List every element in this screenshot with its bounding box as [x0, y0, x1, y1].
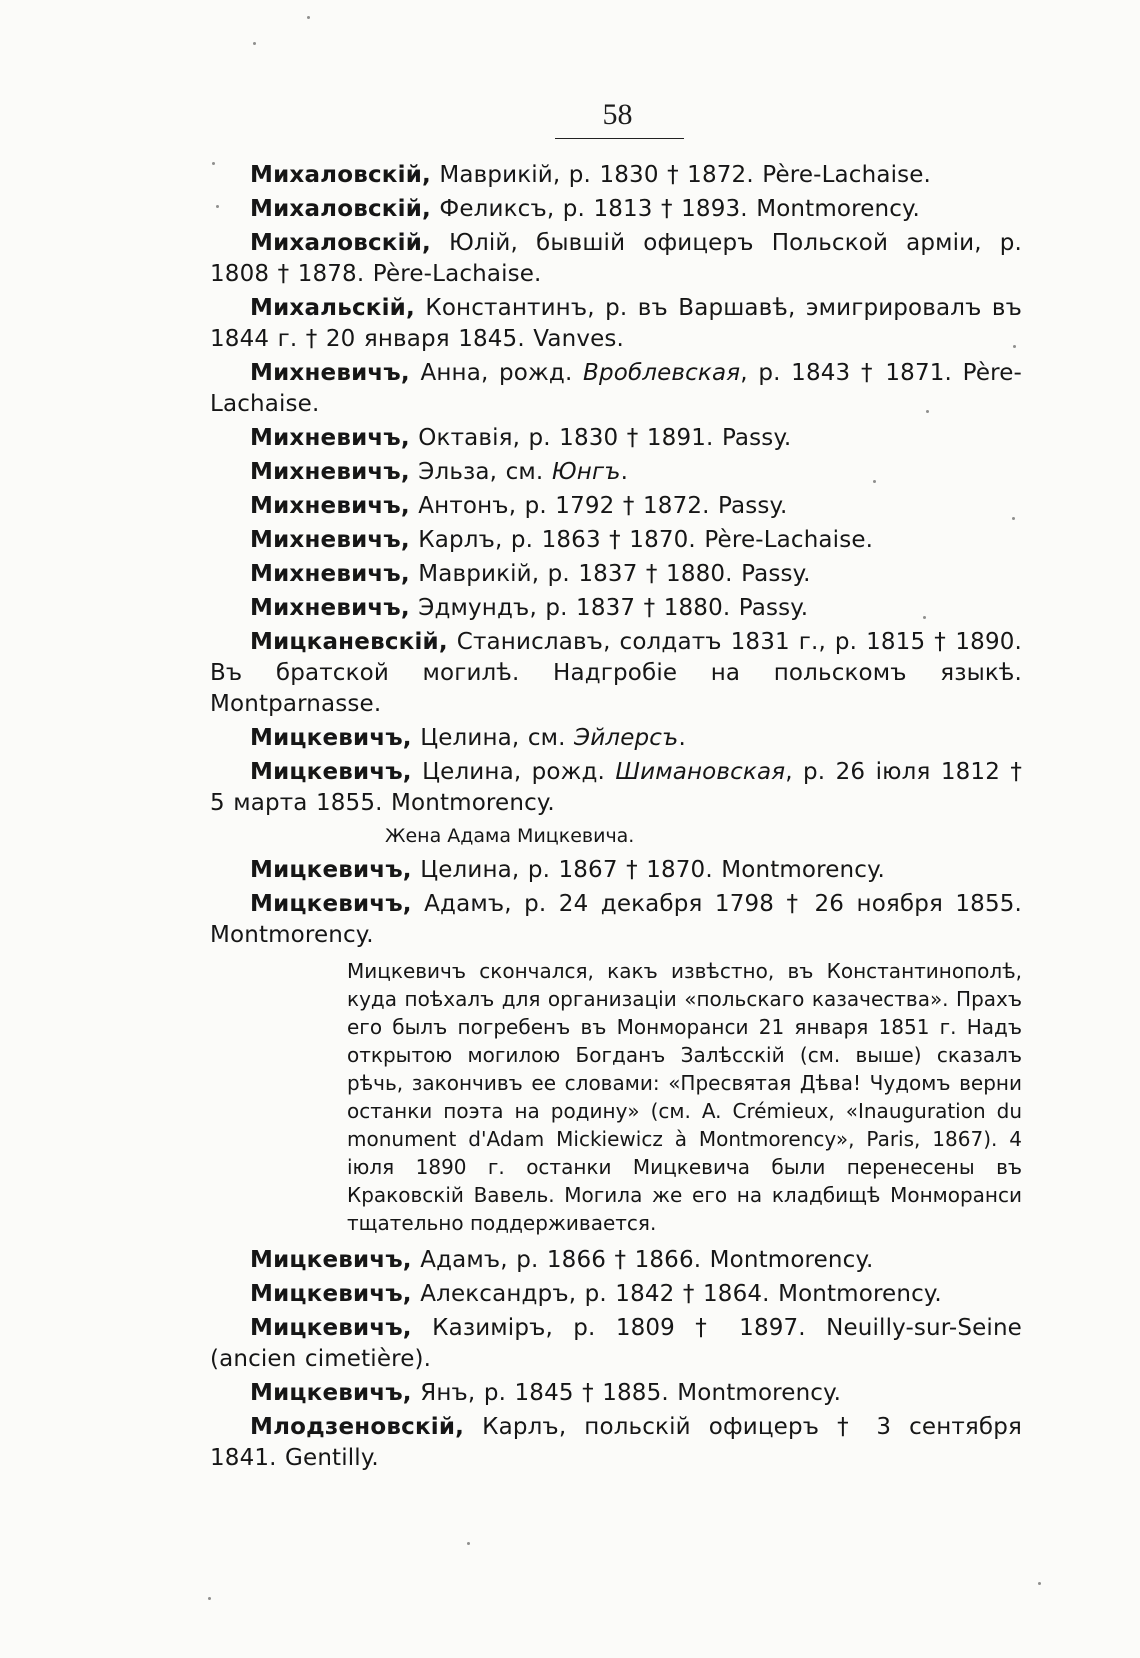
list-item: [210, 423, 1022, 454]
cross-reference: Эйлерсъ: [574, 725, 679, 751]
entry-text: Карлъ, польскій офицеръ † 3 сентября 1841. Gentilly.: [210, 1414, 1022, 1471]
surname: Михневичъ,: [250, 561, 410, 587]
list-item: [210, 457, 1022, 488]
entry-list: [210, 160, 1022, 1474]
paper-speck: [1013, 345, 1016, 348]
entry-text: Адамъ, р. 24 декабря 1798 † 26 ноября 1855. Montmorency.: [210, 891, 1022, 948]
list-item: [210, 627, 1022, 720]
list-item: [210, 358, 1022, 420]
surname: Мицканевскій,: [250, 629, 448, 655]
page-number: 58: [602, 98, 633, 131]
note-wife: Жена Адама Мицкевича.: [385, 825, 635, 847]
surname: Мицкевичъ,: [250, 725, 412, 751]
list-item: [210, 855, 1022, 886]
surname: Михневичъ,: [250, 527, 410, 553]
list-item: [210, 491, 1022, 522]
entry-text: Целина, р. 1867 † 1870. Montmorency.: [411, 857, 886, 883]
paper-speck: [923, 616, 926, 619]
surname: Мицкевичъ,: [250, 1247, 412, 1273]
paper-speck: [253, 42, 256, 45]
list-item: [210, 525, 1022, 556]
entry-text: Эдмундъ, р. 1837 † 1880. Passy.: [409, 595, 809, 621]
entry-text: Целина, см.: [411, 725, 575, 751]
entry-text: Казиміръ, р. 1809 † 1897. Neuilly-sur-Seine (ancien cimetière).: [210, 1315, 1022, 1372]
list-item: [210, 1378, 1022, 1409]
entry-text: Адамъ, р. 1866 † 1866. Montmorency.: [411, 1247, 874, 1273]
entry-text: Октавія, р. 1830 † 1891. Passy.: [409, 425, 792, 451]
surname: Мицкевичъ,: [250, 857, 412, 883]
surname: Мицкевичъ,: [250, 1281, 412, 1307]
list-item: [210, 889, 1022, 951]
entry-text: Александръ, р. 1842 † 1864. Montmorency.: [411, 1281, 942, 1307]
surname: Михаловскій,: [250, 196, 431, 222]
paper-speck: [216, 205, 219, 208]
surname: Михневичъ,: [250, 425, 410, 451]
cross-reference: Юнгъ: [551, 459, 621, 485]
entry-text: Эльза, см.: [409, 459, 552, 485]
entry-text: , р. 1843 † 1871. Père-Lachaise.: [210, 360, 1022, 417]
paper-speck: [467, 1542, 470, 1545]
entry-text: Целина, рожд.: [411, 759, 616, 785]
paper-speck: [926, 410, 929, 413]
surname: Михаловскій,: [250, 162, 431, 188]
page-number-rule: [555, 138, 684, 139]
list-item: [210, 1279, 1022, 1310]
maiden-name: Вроблевская: [583, 360, 741, 386]
entry-text: Константинъ, р. въ Варшавѣ, эмигрировалъ въ 1844 г. † 20 января 1845. Vanves.: [210, 295, 1022, 352]
list-item: [210, 593, 1022, 624]
surname: Михневичъ,: [250, 493, 410, 519]
entry-text: Станиславъ, солдатъ 1831 г., р. 1815 † 1890. Въ братской могилѣ. Надгробіе на польскомъ языкѣ. Montparnasse.: [210, 629, 1022, 717]
entry-text: Антонъ, р. 1792 † 1872. Passy.: [409, 493, 788, 519]
entry-text: .: [620, 459, 629, 485]
list-item: [210, 1412, 1022, 1474]
entry-text: Янъ, р. 1845 † 1885. Montmorency.: [411, 1380, 842, 1406]
entry-text: Юлій, бывшій офицеръ Польской арміи, р. 1808 † 1878. Père-Lachaise.: [210, 230, 1022, 287]
surname: Михневичъ,: [250, 459, 410, 485]
surname: Мицкевичъ,: [250, 1380, 412, 1406]
paper-speck: [873, 480, 876, 483]
paper-speck: [1012, 517, 1015, 520]
paper-speck: [212, 162, 215, 165]
surname: Михальскій,: [250, 295, 415, 321]
list-item: [210, 723, 1022, 754]
entry-text: Анна, рожд.: [409, 360, 584, 386]
surname: Мицкевичъ,: [250, 759, 412, 785]
paper-speck: [208, 1597, 211, 1600]
list-item: [210, 559, 1022, 590]
surname: Мицкевичъ,: [250, 1315, 412, 1341]
entry-text: Маврикій, р. 1830 † 1872. Père-Lachaise.: [430, 162, 931, 188]
maiden-name: Шимановская: [615, 759, 786, 785]
paper-speck: [1038, 1582, 1041, 1585]
entry-text: , р. 26 іюля 1812 † 5 марта 1855. Montmorency.: [210, 759, 1023, 816]
surname: Михаловскій,: [250, 230, 431, 256]
surname: Михневичъ,: [250, 360, 410, 386]
list-item: [210, 1245, 1022, 1276]
list-item: [210, 194, 1022, 225]
list-item: [210, 228, 1022, 290]
entry-text: .: [678, 725, 686, 751]
surname: Михневичъ,: [250, 595, 410, 621]
list-item: [210, 293, 1022, 355]
note-mickiewicz: Мицкевичъ скончался, какъ извѣстно, въ Константинополѣ, куда поѣхалъ для организаціи «польскаго казачества». Прахъ его былъ погребенъ въ Монморанси 21 января 1851 г. Надъ открытою могилою Богданъ Залѣсскій (см. выше) сказалъ рѣчь, закончивъ ее словами: «Пресвятая Дѣва! Чудомъ верни останки поэта на родину» (см. A. Crémieux, «Inauguration du monument d'Adam Mickiewicz à Montmorency», Paris, 1867). 4 іюля 1890 г. останки Мицкевича были перенесены въ Краковскій Вавель. Могила же его на кладбищѣ Монморанси тщательно поддерживается.: [347, 959, 1022, 1235]
paper-speck: [307, 16, 310, 19]
entry-text: Маврикій, р. 1837 † 1880. Passy.: [409, 561, 811, 587]
surname: Млодзеновскій,: [250, 1414, 465, 1440]
entry-text: Феликсъ, р. 1813 † 1893. Montmorency.: [430, 196, 920, 222]
surname: Мицкевичъ,: [250, 891, 412, 917]
list-item: [210, 757, 1022, 819]
list-item: [210, 1313, 1022, 1375]
entry-text: Карлъ, р. 1863 † 1870. Père-Lachaise.: [409, 527, 874, 553]
list-item: [210, 160, 1022, 191]
